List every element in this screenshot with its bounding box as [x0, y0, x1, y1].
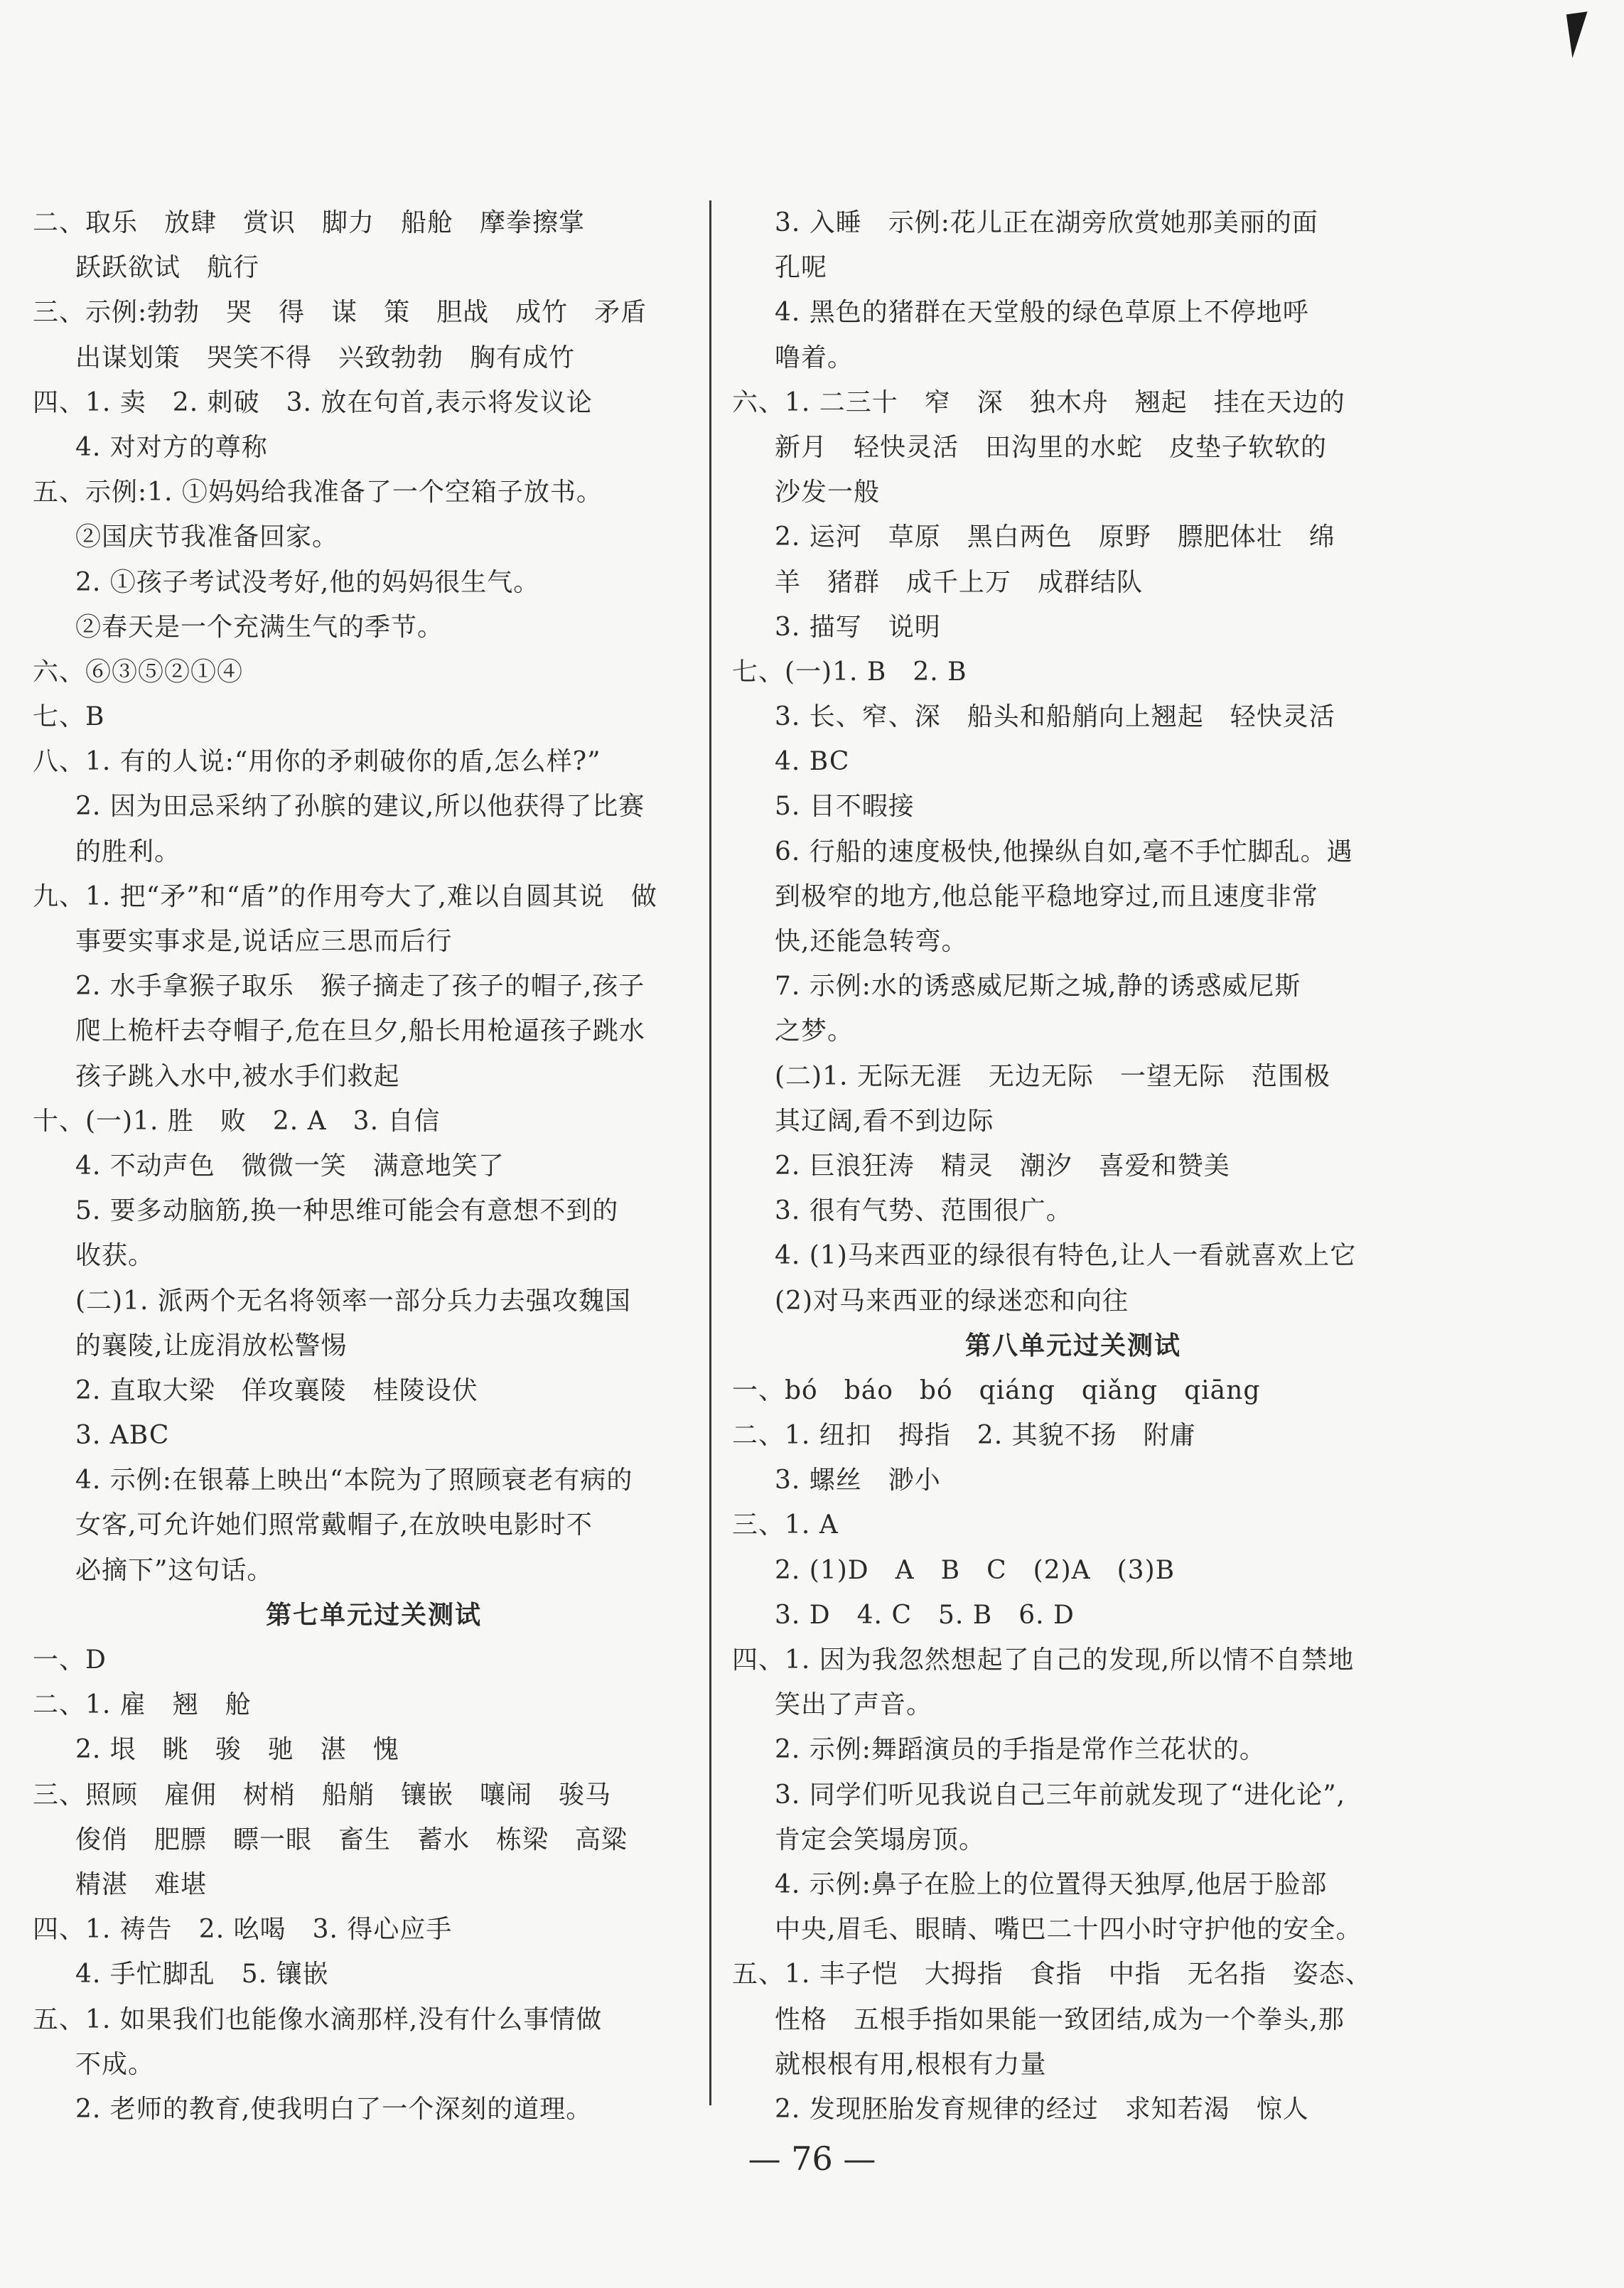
answer-line: 四、1. 卖 2. 刺破 3. 放在句首,表示将发议论	[33, 387, 593, 417]
answer-line: 出谋划策 哭笑不得 兴致勃勃 胸有成竹	[75, 343, 576, 372]
answer-line: 7. 示例:水的诱惑威尼斯之城,静的诱惑威尼斯	[775, 972, 1301, 1001]
answer-line: 三、照顾 雇佣 树梢 船艄 镶嵌 嚷闹 骏马	[33, 1780, 612, 1810]
answer-line: 二、1. 纽扣 拇指 2. 其貌不扬 附庸	[732, 1421, 1196, 1451]
answer-line: 3. 很有气势、范围很广。	[775, 1196, 1072, 1226]
answer-line: 十、(一)1. 胜 败 2. A 3. 自信	[33, 1106, 441, 1136]
answer-line: 3. 同学们听见我说自己三年前就发现了“进化论”,	[775, 1780, 1346, 1810]
corner-mark	[1566, 11, 1593, 58]
column-divider	[709, 200, 711, 2105]
answer-line: 2. 运河 草原 黑白两色 原野 膘肥体壮 绵	[775, 522, 1335, 552]
answer-line: (二)1. 派两个无名将领率一部分兵力去强攻魏国	[75, 1286, 631, 1316]
right-column	[732, 200, 1414, 2132]
answer-line: 七、B	[33, 702, 105, 732]
answer-line: 必摘下”这句话。	[75, 1555, 274, 1585]
answer-line: 4. 黑色的猪群在天堂般的绿色草原上不停地呼	[775, 298, 1309, 328]
section-title: 第八单元过关测试	[964, 1330, 1181, 1360]
answer-line: 五、1. 丰子恺 大拇指 食指 中指 无名指 姿态、	[732, 1960, 1372, 1989]
answer-line: 4. (1)马来西亚的绿很有特色,让人一看就喜欢上它	[775, 1241, 1357, 1271]
answer-line: 沙发一般	[775, 478, 881, 507]
answer-line: 一、D	[33, 1645, 107, 1675]
answer-line: 俊俏 肥膘 瞟一眼 畜生 蓄水 栋梁 高粱	[75, 1825, 628, 1854]
answer-line: 六、1. 二三十 窄 深 独木舟 翘起 挂在天边的	[732, 387, 1345, 417]
answer-line: 2. 因为田忌采纳了孙膑的建议,所以他获得了比赛	[75, 792, 645, 822]
answer-line: 4. 手忙脚乱 5. 镶嵌	[75, 1960, 329, 1989]
answer-line: 的胜利。	[75, 837, 181, 866]
answer-line: 五、示例:1. ①妈妈给我准备了一个空箱子放书。	[33, 478, 603, 507]
answer-line: 3. 描写 说明	[775, 612, 941, 642]
answer-line: 4. 不动声色 微微一笑 满意地笑了	[75, 1151, 505, 1181]
answer-line: 就根根有用,根根有力量	[775, 2049, 1047, 2079]
answer-line: 噜着。	[775, 343, 854, 372]
answer-line: 女客,可允许她们照常戴帽子,在放映电影时不	[75, 1510, 593, 1540]
answer-line: 4. 示例:鼻子在脸上的位置得天独厚,他居于脸部	[775, 1869, 1328, 1899]
answer-line: 3. ABC	[75, 1421, 170, 1451]
answer-line: 笑出了声音。	[775, 1690, 933, 1720]
answer-line: 2. 发现胚胎发育规律的经过 求知若渴 惊人	[775, 2094, 1309, 2124]
answer-line: 中央,眉毛、眼睛、嘴巴二十四小时守护他的安全。	[775, 1915, 1362, 1945]
answer-line: 收获。	[75, 1241, 155, 1271]
answer-line: 性格 五根手指如果能一致团结,成为一个拳头,那	[775, 2004, 1345, 2034]
answer-line: 3. 长、窄、深 船头和船艄向上翘起 轻快灵活	[775, 702, 1335, 732]
answer-line: 3. D 4. C 5. B 6. D	[775, 1600, 1075, 1630]
answer-line: 六、⑥③⑤②①④	[33, 657, 244, 687]
answer-line: 五、1. 如果我们也能像水滴那样,没有什么事情做	[33, 2004, 603, 2034]
answer-line: 三、1. A	[732, 1510, 839, 1540]
answer-line: (二)1. 无际无涯 无边无际 一望无际 范围极	[775, 1061, 1330, 1091]
answer-line: 八、1. 有的人说:“用你的矛刺破你的盾,怎么样?”	[33, 747, 601, 777]
answer-line: 3. 入睡 示例:花儿正在湖旁欣赏她那美丽的面	[775, 208, 1318, 237]
answer-line: 新月 轻快灵活 田沟里的水蛇 皮垫子软软的	[775, 432, 1328, 462]
answer-line: ②国庆节我准备回家。	[75, 522, 339, 552]
answer-line: 到极窄的地方,他总能平稳地穿过,而且速度非常	[775, 881, 1318, 911]
answer-line: 羊 猪群 成千上万 成群结队	[775, 567, 1144, 597]
answer-line: 肯定会笑塌房顶。	[775, 1825, 986, 1854]
answer-line: 2. 巨浪狂涛 精灵 潮汐 喜爱和赞美	[775, 1151, 1230, 1181]
answer-line: 的襄陵,让庞涓放松警惕	[75, 1331, 348, 1360]
answer-line: 孩子跳入水中,被水手们救起	[75, 1061, 400, 1091]
section-title: 第七单元过关测试	[265, 1599, 482, 1630]
answer-line: 2. ①孩子考试没考好,他的妈妈很生气。	[75, 567, 540, 597]
answer-line: 四、1. 因为我忽然想起了自己的发现,所以情不自禁地	[732, 1645, 1355, 1675]
answer-line: 4. BC	[775, 747, 850, 777]
answer-line: 爬上桅杆去夺帽子,危在旦夕,船长用枪逼孩子跳水	[75, 1016, 645, 1046]
answer-line: 2. (1)D A B C (2)A (3)B	[775, 1555, 1176, 1585]
answer-line: 2. 示例:舞蹈演员的手指是常作兰花状的。	[775, 1735, 1266, 1765]
answer-line: 二、1. 雇 翘 舱	[33, 1690, 252, 1720]
answer-line: 二、取乐 放肆 赏识 脚力 船舱 摩拳擦掌	[33, 208, 586, 237]
answer-line: 快,还能急转弯。	[775, 927, 968, 956]
answer-line: (2)对马来西亚的绿迷恋和向往	[775, 1286, 1129, 1316]
answer-line: 四、1. 祷告 2. 吆喝 3. 得心应手	[33, 1915, 453, 1945]
page-number: — 76 —	[748, 2139, 876, 2178]
answer-line: 3. 螺丝 渺小	[775, 1466, 941, 1495]
answer-line: 之梦。	[775, 1016, 854, 1046]
answer-line: 三、示例:勃勃 哭 得 谋 策 胆战 成竹 矛盾	[33, 298, 647, 328]
answer-line: 5. 要多动脑筋,换一种思维可能会有意想不到的	[75, 1196, 619, 1226]
answer-line: 事要实事求是,说话应三思而后行	[75, 927, 453, 956]
answer-line: 跃跃欲试 航行	[75, 253, 260, 283]
answer-line: 孔呢	[775, 253, 828, 283]
answer-line: 其辽阔,看不到边际	[775, 1106, 994, 1136]
answer-line: 4. 对对方的尊称	[75, 432, 268, 462]
answer-line: 一、bó báo bó qiáng qiǎng qiāng	[732, 1375, 1261, 1405]
answer-line: 6. 行船的速度极快,他操纵自如,毫不手忙脚乱。遇	[775, 837, 1353, 866]
answer-line: 不成。	[75, 2049, 155, 2079]
answer-line: 2. 垠 眺 骏 驰 湛 愧	[75, 1735, 399, 1765]
answer-line: ②春天是一个充满生气的季节。	[75, 612, 444, 642]
answer-line: 2. 直取大梁 佯攻襄陵 桂陵设伏	[75, 1375, 478, 1405]
answer-line: 2. 老师的教育,使我明白了一个深刻的道理。	[75, 2094, 593, 2124]
answer-line: 2. 水手拿猴子取乐 猴子摘走了孩子的帽子,孩子	[75, 972, 645, 1001]
answer-line: 九、1. 把“矛”和“盾”的作用夸大了,难以自圆其说 做	[33, 881, 657, 911]
answer-line: 七、(一)1. B 2. B	[732, 657, 967, 687]
answer-line: 精湛 难堪	[75, 1869, 208, 1899]
answer-line: 5. 目不暇接	[775, 792, 915, 822]
left-column	[33, 200, 715, 2132]
answer-line: 4. 示例:在银幕上映出“本院为了照顾衰老有病的	[75, 1466, 633, 1495]
